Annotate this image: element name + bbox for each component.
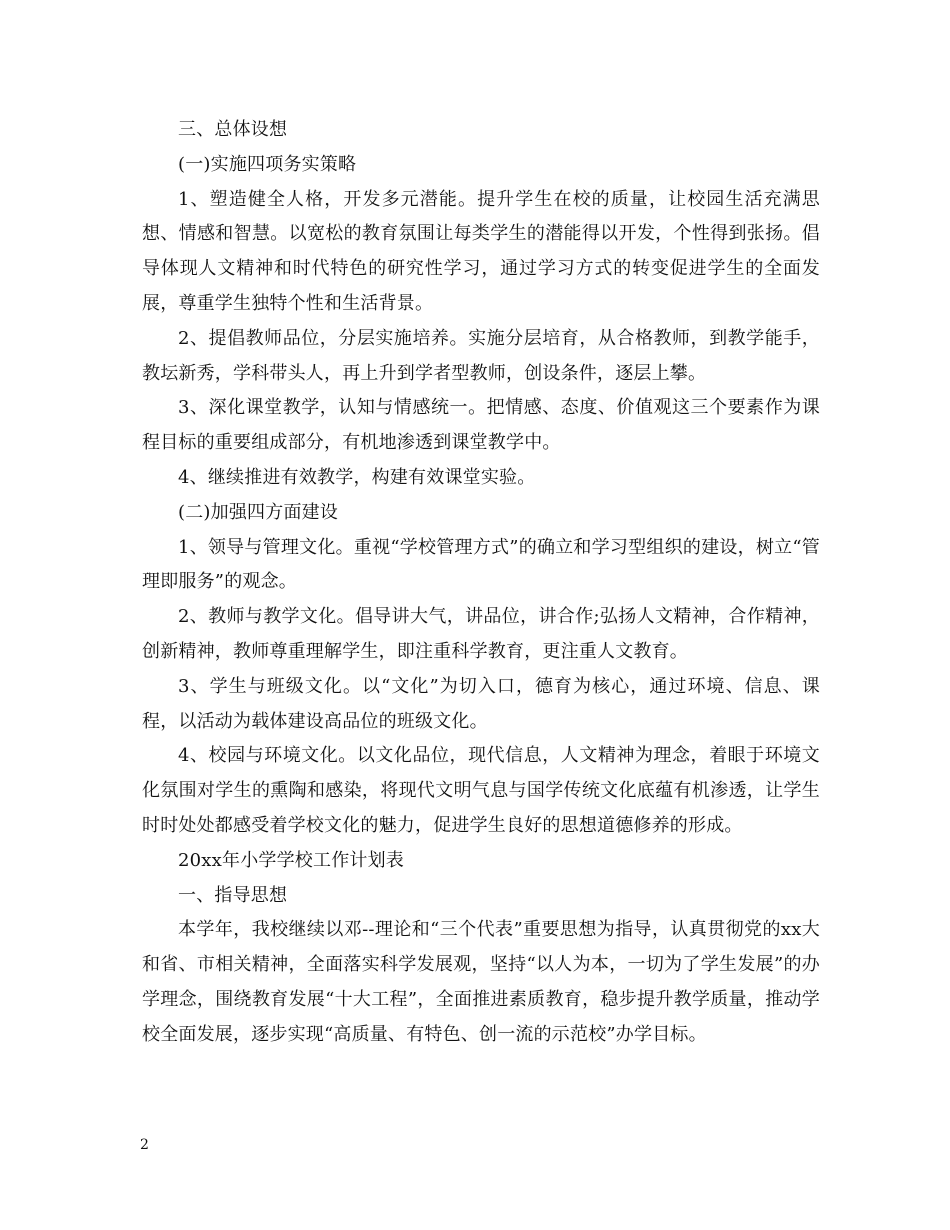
- heading-guiding-thought: 一、指导思想: [178, 884, 288, 906]
- paragraph-aspect-4: 4、校园与环境文化。以文化品位，现代信息，人文精神为理念，着眼于环境文化氛围对学生的熏陶和感染，将现代文明气息与国学传统文化底蕴有机渗透，让学生时时处处都感受着学校文化的魅力，促进学生良好的思想道德修养的形成。: [142, 745, 820, 836]
- paragraph-aspect-1: 1、领导与管理文化。重视“学校管理方式”的确立和学习型组织的建设，树立“管理即服务”的观念。: [142, 536, 820, 593]
- paragraph-strategy-3: 3、深化课堂教学，认知与情感统一。把情感、态度、价值观这三个要素作为课程目标的重要组成部分，有机地渗透到课堂教学中。: [142, 397, 820, 454]
- subheading-four-strategies: (一)实施四项务实策略: [178, 153, 357, 175]
- paragraph-aspect-3: 3、学生与班级文化。以“文化”为切入口，德育为核心，通过环境、信息、课程，以活动为载体建设高品位的班级文化。: [142, 675, 820, 732]
- subheading-four-aspects: (二)加强四方面建设: [178, 501, 339, 523]
- plan-title: 20xx年小学学校工作计划表: [178, 849, 405, 871]
- paragraph-strategy-4: 4、继续推进有效教学，构建有效课堂实验。: [178, 466, 536, 488]
- paragraph-strategy-2: 2、提倡教师品位，分层实施培养。实施分层培育，从合格教师，到教学能手，教坛新秀，学科带头人，再上升到学者型教师，创设条件，逐层上攀。: [142, 327, 820, 384]
- heading-overall-plan: 三、总体设想: [178, 119, 288, 140]
- paragraph-aspect-2: 2、教师与教学文化。倡导讲大气，讲品位，讲合作;弘扬人文精神，合作精神，创新精神，教师尊重理解学生，即注重科学教育，更注重人文教育。: [142, 606, 820, 662]
- paragraph-strategy-1: 1、塑造健全人格，开发多元潜能。提升学生在校的质量，让校园生活充满思想、情感和智慧。以宽松的教育氛围让每类学生的潜能得以开发，个性得到张扬。倡导体现人文精神和时代特色的研究性学习，通过学习方式的转变促进学生的全面发展，尊重学生独特个性和生活背景。: [142, 188, 820, 314]
- paragraph-guiding-thought: 本学年，我校继续以邓--理论和“三个代表”重要思想为指导，认真贯彻党的xx大和省、市相关精神，全面落实科学发展观，坚持“以人为本，一切为了学生发展”的办学理念，围绕教育发展“十大工程”，全面推进素质教育，稳步提升教学质量，推动学校全面发展，逐步实现“高质量、有特色、创一流的示范校”办学目标。: [142, 919, 820, 1045]
- page-number: 2: [140, 1137, 149, 1153]
- document-body: [142, 113, 820, 1053]
